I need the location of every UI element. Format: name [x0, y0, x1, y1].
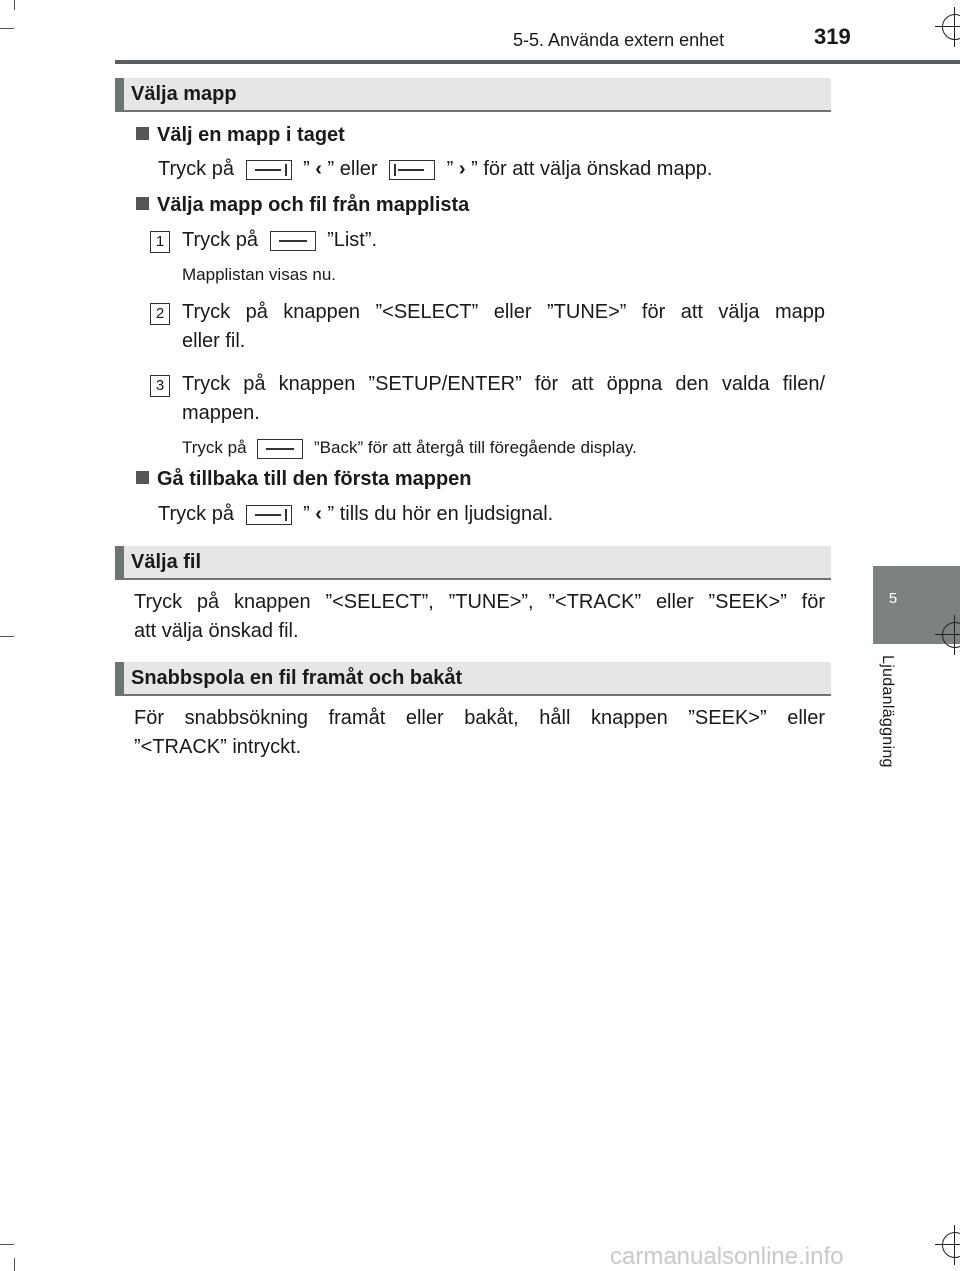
- hardkey-button-icon: [389, 160, 435, 180]
- section-heading-valja-fil: [115, 546, 831, 580]
- hardkey-button-icon: [246, 160, 292, 180]
- square-bullet-icon: [136, 471, 149, 484]
- step-3-line2: mappen.: [182, 402, 260, 424]
- hardkey-button-icon: [246, 505, 292, 525]
- crop-mark: [0, 28, 14, 29]
- crop-mark: [14, 0, 15, 10]
- crop-mark: [0, 636, 14, 637]
- registration-mark-icon: [942, 1232, 960, 1258]
- registration-mark-icon: [942, 622, 960, 648]
- subheading-ga-tillbaka: Gå tillbaka till den första mappen: [136, 468, 472, 491]
- section-heading-valja-mapp: [115, 78, 831, 112]
- step-2-line1: Tryck på knappen ”<SELECT” eller ”TUNE>” för att välja mapp: [182, 301, 825, 323]
- section-heading-snabbspola: [115, 662, 831, 696]
- section-title: Välja fil: [131, 551, 202, 573]
- note-back: Tryck på ”Back” för att återgå till föregående display.: [182, 438, 637, 457]
- chapter-number: 5: [888, 590, 898, 607]
- step-number: 3: [150, 375, 170, 397]
- chevron-left-icon: ‹: [315, 158, 322, 180]
- step-3-line1: Tryck på knappen ”SETUP/ENTER” för att öppna den valda filen/: [182, 373, 825, 395]
- crop-mark: [0, 1244, 14, 1245]
- subheading-valja-mapp-och-fil: Välja mapp och fil från mapplista: [136, 194, 469, 217]
- chapter-title: Ljudanläggning: [879, 655, 896, 768]
- square-bullet-icon: [136, 127, 149, 140]
- step-number: 2: [150, 303, 170, 325]
- watermark: carmanualsonline.info: [610, 1243, 844, 1270]
- paragraph-line: att välja önskad fil.: [134, 620, 299, 642]
- paragraph-line: ”<TRACK” intryckt.: [134, 736, 302, 758]
- square-bullet-icon: [136, 197, 149, 210]
- section-title: Snabbspola en fil framåt och bakåt: [131, 667, 463, 689]
- step-1-text: Tryck på ”List”.: [182, 229, 378, 251]
- subheading-valj-en-mapp: Välj en mapp i taget: [136, 124, 345, 147]
- chevron-right-icon: ›: [458, 158, 466, 180]
- note-text: Mapplistan visas nu.: [182, 265, 337, 284]
- running-header: 5-5. Använda extern enhet: [513, 30, 725, 50]
- section-title: Välja mapp: [131, 83, 237, 105]
- chevron-left-icon: ‹: [315, 503, 322, 525]
- paragraph-line: Tryck på knappen ”<SELECT”, ”TUNE>”, ”<TRACK” eller ”SEEK>” för: [134, 591, 825, 613]
- paragraph-line: För snabbsökning framåt eller bakåt, håll knappen ”SEEK>” eller: [134, 707, 825, 729]
- page-number: 319: [814, 24, 851, 49]
- instruction-line: Tryck på ” ‹ ” eller ” › ” för att välja önskad mapp.: [158, 158, 713, 180]
- step-2-line2: eller fil.: [182, 330, 246, 352]
- hardkey-button-icon: [257, 439, 303, 459]
- registration-mark-icon: [942, 14, 960, 40]
- hardkey-button-icon: [270, 231, 316, 251]
- instruction-line: Tryck på ” ‹ ” tills du hör en ljudsignal.: [158, 503, 554, 525]
- step-number: 1: [150, 231, 170, 253]
- header-rule: [115, 60, 960, 64]
- crop-mark: [14, 1258, 15, 1271]
